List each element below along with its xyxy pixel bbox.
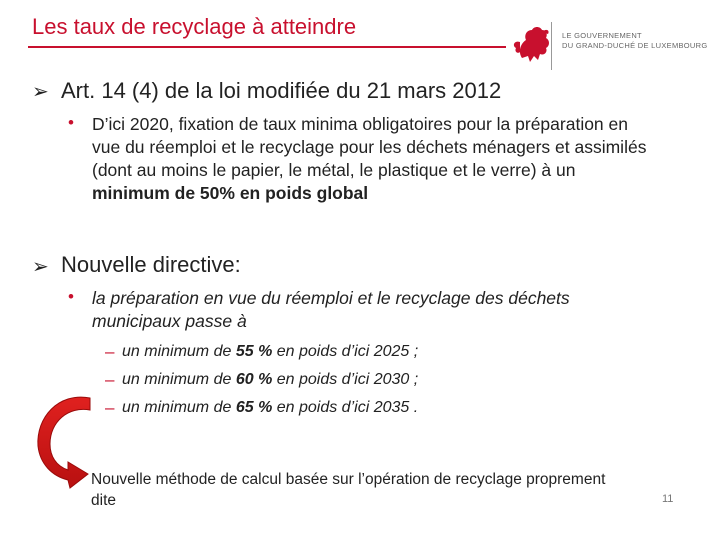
- logo-line-1: LE GOUVERNEMENT: [562, 31, 642, 40]
- bullet-sub-1-text: D’ici 2020, fixation de taux minima obligatoires pour la préparation en vue du réemploi et le recyclage pour les déchets ménagers et assimilés (dont au moins le papier, le métal, le plastique et le verre) à un: [92, 114, 647, 180]
- bullet-sub-1: [92, 113, 652, 205]
- page-number: 11: [662, 493, 674, 505]
- dash-bullet-icon: –: [105, 398, 115, 417]
- list-item: un minimum de 65 % en poids d’ici 2035 .: [122, 399, 419, 416]
- list-item: un minimum de 55 % en poids d’ici 2025 ;: [122, 343, 419, 360]
- government-logo-text: [562, 31, 708, 51]
- title-underline: [28, 46, 506, 48]
- method-note: Nouvelle méthode de calcul basée sur l’opération de recyclage proprement dite: [91, 471, 606, 509]
- dash-bullet-icon: –: [105, 370, 115, 389]
- logo-divider: [551, 22, 552, 70]
- bullet-heading-2: Nouvelle directive:: [61, 252, 241, 277]
- logo-line-2: DU GRAND-DUCHÉ DE LUXEMBOURG: [562, 41, 708, 50]
- bullet-dot-icon: •: [68, 287, 74, 306]
- arrow-bullet-icon: ➢: [32, 81, 49, 103]
- slide-title: Les taux de recyclage à atteindre: [32, 14, 357, 39]
- dash-bullet-icon: –: [105, 342, 115, 361]
- bullet-dot-icon: •: [68, 113, 74, 132]
- list-item: un minimum de 60 % en poids d’ici 2030 ;: [122, 371, 419, 388]
- bullet-sub-1-bold: minimum de 50% en poids global: [92, 183, 369, 203]
- arrow-bullet-icon: ➢: [32, 256, 49, 278]
- bullet-sub-2: la préparation en vue du réemploi et le recyclage des déchets municipaux passe à: [92, 288, 570, 331]
- bullet-heading-1: Art. 14 (4) de la loi modifiée du 21 mars 2012: [61, 78, 502, 103]
